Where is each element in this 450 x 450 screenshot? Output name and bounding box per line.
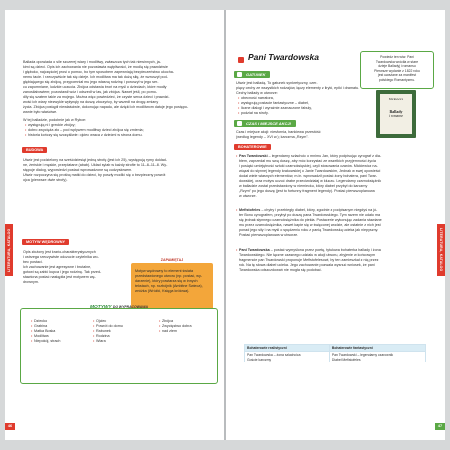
bohater-line: w balladzie został przedstawiony w niemiecku, który diabeł przybył do karczmy bbox=[239, 184, 368, 188]
motywy-label: MOTYWY bbox=[90, 305, 112, 310]
bohater-3-first-line: – postać wymyślona przez poetę, tytułowa bohaterka ballady i żona bbox=[270, 248, 381, 252]
left-page bbox=[5, 10, 224, 440]
czas-label: CZAS I MIEJSCE AKCJI bbox=[246, 121, 291, 126]
budowa-line: stępuje dialog, wypowiedzi postaci wprowadzone są cudzysłowem. bbox=[23, 168, 133, 172]
intro-line: kimi są dzieci. Opis ich zachowania nie pozostawia wątpliwości, że modlą się prawdziwie bbox=[23, 65, 168, 69]
bohater-line: wiązał do słynnej legendy krakowskiej o Janie Twardowskim, Jednak w swej opowieści bbox=[239, 169, 381, 173]
list-item: • podział na strofy. bbox=[238, 111, 368, 116]
gatunek-intro: Utwór jest balladą. To gatunek synkretyczny, czer- piący cechy ze wszystkich rodzajów, łączy elementy z liryki, epiki i dramatu. Cechy ballady w utworze: bbox=[236, 81, 360, 95]
budowa-line: Utwór rozpoczyna się prośbą matki do dzieci, by poszły modlić się o bezpieczny powrót bbox=[23, 173, 166, 177]
budowa-line: ojca (pierwsze dwie strofy). bbox=[23, 178, 68, 182]
list-item: • dobro zwycięża zło – pod wpływem modlitwy dzieci zbójca się zmienia; bbox=[25, 128, 213, 133]
list-item: • Powrót do domu bbox=[93, 324, 153, 329]
table-row bbox=[245, 357, 426, 362]
bohater-line: ponad jego siły i na myśl o spędzeniu roku z panią Twardowską ucieka jak niepyszny. bbox=[239, 228, 379, 232]
bohater-line: błem, zaprzedał mu swą duszę, aby móc korzystać ze wszelkich przyjemności życia bbox=[239, 159, 376, 163]
motyw-line: stawiona postać nastąpiła jest motywem wę- bbox=[23, 275, 96, 279]
lesson-list bbox=[25, 123, 213, 138]
table-cell: Pan Twardowska – żona szlachcica bbox=[245, 352, 330, 358]
book-cover-title-1: Ballady bbox=[389, 109, 403, 114]
intro-line: cu zapomniane, ludzkie uczucia. Zbójca odstawia broń na myśl o dzieciach, które modły bbox=[23, 85, 167, 89]
motywy-column-2 bbox=[93, 319, 153, 344]
table-header-fantastic: Bohaterowie fantastyczni bbox=[329, 345, 425, 352]
book-cover bbox=[376, 90, 416, 138]
bohater-line: Twardowskiego. Nie łączne czasnego udziału w akcji utworu, zbyjenie w końcowym bbox=[239, 253, 376, 257]
motyw-wedrowny-header: MOTYW WĘDROWNY bbox=[22, 239, 69, 245]
speech-line: Powiedz ten wiw: Pani bbox=[380, 55, 414, 59]
pen-icon bbox=[238, 57, 244, 63]
speech-line: dzieje Balladyj i romansu bbox=[378, 64, 416, 69]
table-cell: Pan Twardowski – legendarny czarownik bbox=[329, 352, 425, 358]
list-item: • Rodzina bbox=[93, 334, 153, 339]
budowa-line: ne, żeńskie i męskie, przeplatane (abab). Układ sylab w każdy strofie to 11–8–11–8. Wy- bbox=[23, 163, 168, 167]
list-item: • Grabina bbox=[31, 324, 86, 329]
bohater-line: się jednak słynnego czarnoksiężnika do piekła. Postacerie wykonując zadania stawiane bbox=[239, 218, 382, 222]
czas-line: Czas i miejsce akcji: niesfornia, bankiewa przestóść bbox=[236, 130, 321, 134]
intro-line: i głęboko, najczęściej prosi o pomoc, bo tym sposobem zapewniają bezpieczeństwo ukocha- bbox=[23, 70, 175, 74]
motyw-line: Ich zachowanie jest agresywne i brutalne, bbox=[23, 265, 92, 269]
remember-callout-title: ZAPAMIĘTAJ bbox=[160, 258, 184, 262]
motyw-line: i ostrzega rzeczywiste odczucie czytelnika wo- bbox=[23, 255, 99, 259]
budowa-line: Utwór jest podzielony na sześćdziesiąt jedną strofę (jest ich 25), występują rymy dokład- bbox=[23, 158, 168, 162]
bohater-2-text bbox=[239, 213, 434, 238]
bohater-1-first-line: – legendarny szlachcic o mnimu Jan, który podpisując cyrograf z dia- bbox=[268, 154, 382, 158]
callout-line: tekstach, np. rozbójnik (Ambitne Świeca), bbox=[135, 284, 203, 288]
callout-line: Motyw wędrowny to element świata bbox=[135, 269, 193, 273]
list-item: • Rabunek bbox=[93, 329, 153, 334]
bohater-line: Twardowska odszczdowań nie mogła się podobać. bbox=[239, 268, 322, 272]
budowa-header: BUDOWA bbox=[22, 147, 47, 153]
motyw-line: bec postaci. bbox=[23, 260, 43, 264]
book-cover-inner bbox=[380, 94, 412, 134]
bohater-line: mu przez czarnoksiężnika, nawet kapie się w święconej wodzie, ale ostatnie z nich jest bbox=[239, 223, 381, 227]
bohater-line: „Rzym” po jego duszę (jest to fortunny fragment legendy). Postać pierwszoplanowa bbox=[239, 189, 375, 193]
motywy-title bbox=[21, 305, 217, 310]
list-item: • Zwycięstwo dobra bbox=[159, 324, 214, 329]
czas-header bbox=[234, 120, 296, 127]
info-speech-text bbox=[364, 55, 430, 83]
list-item: • historia kończy się szczęśliwie: ojciec wraca z dziećmi w strona domu. bbox=[25, 133, 213, 138]
characters-table bbox=[244, 344, 426, 362]
bohater-line: dodał wiele własnych elementów, m.in. wprowadził postać żony bohatera, pani Twar- bbox=[239, 174, 378, 178]
motywy-column-3 bbox=[159, 319, 214, 334]
callout-line: przedstawionego utworu (np. postać, wy- bbox=[135, 274, 203, 278]
intro-line: wość ich wiary niezwykle wpłynęły na duszę złoczyńcy, by wszedł na drogę zmiany bbox=[23, 100, 159, 104]
list-item: • występują postacie fantastyczne – diabeł, bbox=[238, 101, 368, 106]
budowa-paragraph bbox=[23, 158, 213, 183]
motywy-column-1 bbox=[31, 319, 86, 344]
speech-line: Twardowska wróciła w stare bbox=[375, 59, 419, 64]
motyw-line: Opis złożony jest krańo-charakterystycznych bbox=[23, 250, 96, 254]
list-item: • Matka Boska bbox=[31, 329, 86, 334]
bohater-1-name: Pan Twardowski bbox=[239, 154, 268, 158]
list-item: • nad złem bbox=[159, 329, 214, 334]
bohater-1-text bbox=[239, 159, 434, 199]
bohater-line: dowskiej, oraz motyw uczuć drabe przeciwdziałaj w kluczu. Legendarny czarnoksiężnik bbox=[239, 179, 382, 183]
info-speech-bubble bbox=[360, 51, 434, 89]
table-cell: Goście karczmy bbox=[245, 357, 330, 362]
list-item: • liczne dialogi i wyraźnie zaznaczone fabuły, bbox=[238, 106, 368, 111]
bohater-2-name: Mefistofeles bbox=[239, 208, 261, 212]
bohaterowie-header: BOHATEROWIE bbox=[234, 144, 271, 150]
book-cover-title-2: i romanse bbox=[388, 114, 404, 118]
bohater-line: i posiąść umiejętność sztuki czarnoksięskiej, czyli stosowania czarów. Mickiewicz na- bbox=[239, 164, 378, 168]
intro-line: głębiającego się zbójcę, przypomniał mu jego własną rodzinę i poruszył w jego ser- bbox=[23, 80, 159, 84]
list-item: • Dziecko bbox=[31, 319, 86, 324]
motyw-line: gotowi są zabić kupca i jego rodzinę. Tak przed- bbox=[23, 270, 102, 274]
bohater-line: fragmencie pan Twardowski proponuje Mefistofelesowi, by ten zamieszkał z nią przez bbox=[239, 258, 379, 262]
motyw-line: drownym. bbox=[23, 280, 39, 284]
list-item: • Niepokój, strach bbox=[31, 339, 86, 344]
list-item: • Modlitwa bbox=[31, 334, 86, 339]
right-section-tab: LITERATURA, KATALOG bbox=[437, 224, 445, 276]
list-item: • występują ni i greckie zbójcy; bbox=[25, 123, 213, 128]
speech-line: polskiego Romantyzmu. bbox=[378, 77, 416, 82]
czas-line: (według legendy – XVI w.); karczma „Rzym”. bbox=[236, 135, 309, 139]
left-section-tab: LITERATURA, KATALOG bbox=[5, 224, 13, 276]
intro-line: życia. Zbójca postąpił niewłaściwie, dokonując napadu, ale dzięki ich modlitwom datuje jego postępo- bbox=[23, 105, 189, 109]
bohater-3-text bbox=[239, 253, 434, 273]
bohater-line: rok. Na tę słowa diabeł ucieka. Jego zachowanie pozwala wysnuć wniosek, że pani bbox=[239, 263, 375, 267]
left-page-number: 46 bbox=[5, 423, 15, 430]
bohater-3-name: Pani Twardowska bbox=[239, 248, 270, 252]
bohater-2-first-line: – chytry i przebiegły diabeł, który, zgodnie z podpisanym niegdyś na jó- bbox=[261, 208, 378, 212]
table-cell: Diabeł Mefistofeles bbox=[329, 357, 425, 362]
list-item: • obecność narratora, bbox=[238, 96, 368, 101]
list-item: • Wiara bbox=[93, 339, 153, 344]
callout-line: darzenie), który powtarza się w innych bbox=[135, 279, 198, 283]
intro-line: Ballada opowiada o sile szczerej wiary i modlitwy, zwłaszcza tych tak niewinnych, ja- bbox=[23, 60, 161, 64]
right-page-number: 47 bbox=[435, 423, 445, 430]
remember-callout-text bbox=[135, 269, 209, 294]
book-cover-author: Mickiewicz bbox=[388, 97, 404, 101]
right-title: Pani Twardowska bbox=[248, 52, 320, 62]
intro-line: zanosiłabowiem; pozostawił wóz i odszedł w las, jak zbójca. Nawet jeśli, po pomo- bbox=[23, 90, 158, 94]
gatunek-list bbox=[238, 96, 368, 116]
czas-icon bbox=[237, 121, 242, 126]
motywy-box bbox=[20, 305, 218, 384]
table-header-realistic: Bohaterowie realistyczni bbox=[245, 345, 330, 352]
speech-line: Pierwsze wydanie z 1822 roku bbox=[374, 68, 420, 73]
list-item: • Zbójca bbox=[159, 319, 214, 324]
intro-line: dlły się szatem takie za mojego. Można więc powiedzieć, że czyste serca dzieci i prawdzi- bbox=[23, 95, 170, 99]
gatunek-label: GATUNEK bbox=[246, 72, 266, 77]
intro-paragraph bbox=[23, 60, 213, 115]
bohater-line: w utworze. bbox=[239, 194, 257, 198]
list-item: • Ojciec bbox=[93, 319, 153, 324]
intro-line: wanie było właściwe. bbox=[23, 110, 58, 114]
bohater-line: Postać pierwszoplanowa w utworze. bbox=[239, 233, 299, 237]
motywy-sublabel: DO WYPRACOWANIA bbox=[112, 305, 148, 309]
callout-line: wróżka (Wróżki, Księga królowa). bbox=[135, 289, 190, 293]
bohater-line: ter Bonu cyrografem, przybył po duszę pana Twardowskiego. Tym razem nie udało ma bbox=[239, 213, 381, 217]
gatunek-header bbox=[234, 71, 270, 78]
motyw-paragraph bbox=[23, 250, 123, 285]
speech-line: jest uważane za manifest bbox=[377, 73, 417, 78]
gatunek-icon bbox=[237, 72, 242, 77]
lesson-intro: W tej balladzie, podobnie jak w Rybce: bbox=[23, 118, 87, 122]
intro-line: nemu tacie. I rzeczywiście tak się dzieje. Ich modlitwa ma tak dużą siłę, że wzruszył pod- bbox=[23, 75, 168, 79]
czas-paragraph bbox=[236, 130, 368, 140]
right-page bbox=[226, 10, 445, 440]
